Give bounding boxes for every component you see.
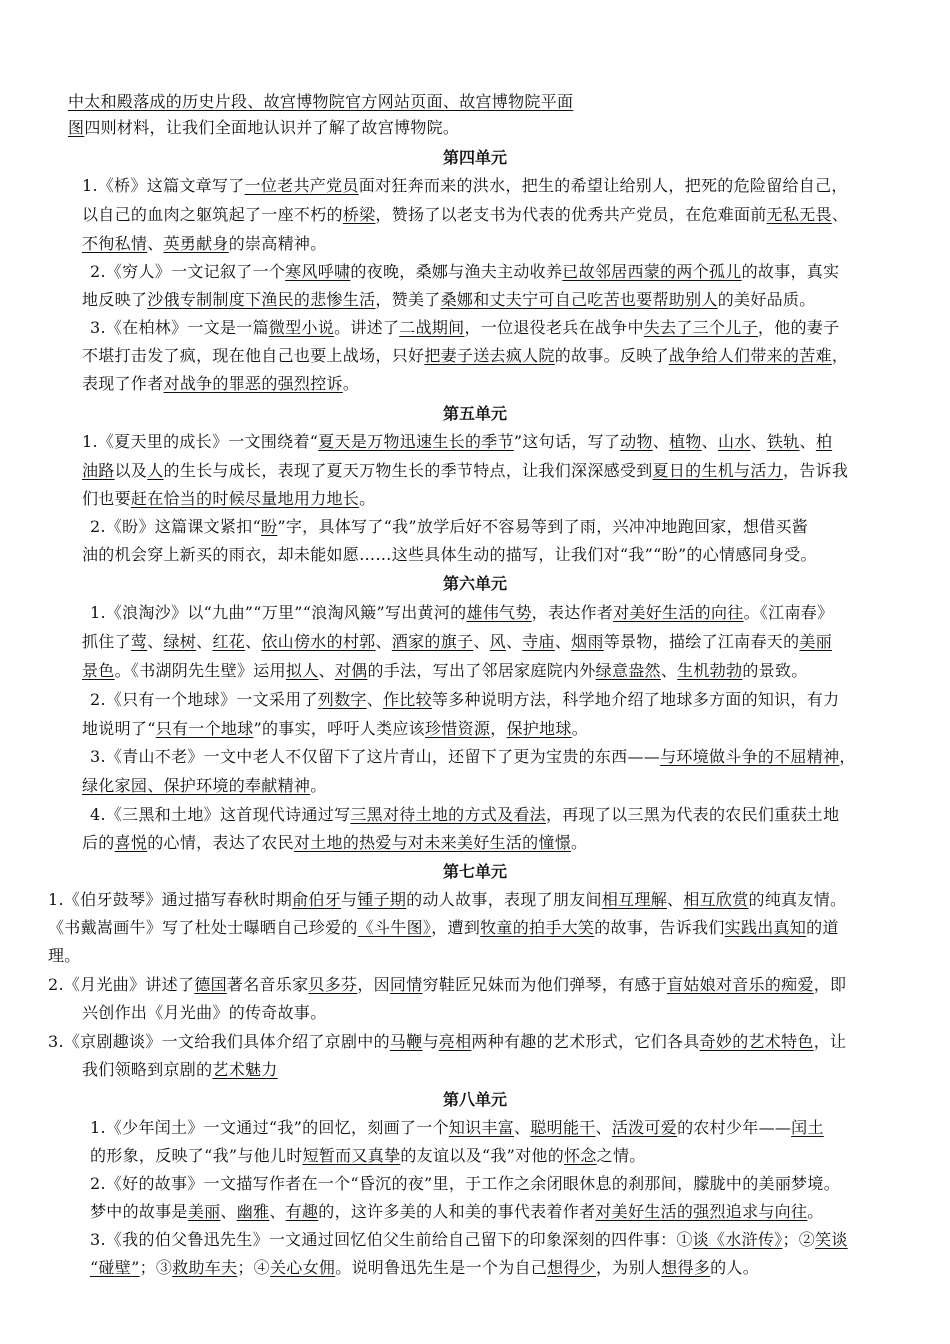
unit5-heading: 第五单元 [442,404,507,423]
unit6-p2-line2: 地说明了“只有一个地球”的事实，呼吁人类应该珍惜资源，保护地球。 [82,719,589,738]
unit6-p4-line1: 4.《三黑和土地》这首现代诗通过写三黑对待土地的方式及看法，再现了以三黑为代表的农民们重获土地 [90,805,840,824]
unit8-p2-line1: 2.《好的故事》一文描写作者在一个“昏沉的夜”里，于工作之余闭眼休息的刹那间，朦胧中的美丽梦境。 [90,1174,841,1193]
unit8-p1-line2: 的形象，反映了“我”与他儿时短暂而又真挚的友谊以及“我”对他的怀念之情。 [90,1146,646,1165]
unit8-p2-line2: 梦中的故事是美丽、幽雅、有趣的，这许多美的人和美的事代表着作者对美好生活的强烈追求与向往。 [90,1202,824,1221]
unit5-p2-line1: 2.《盼》这篇课文紧扣“盼”字，具体写了“我”放学后好不容易等到了雨，兴冲冲地跑回家，想借买酱 [90,517,809,536]
unit4-p2-line1: 2.《穷人》一文记叙了一个寒风呼啸的夜晚，桑娜与渔夫主动收养已故邻居西蒙的两个孤儿的故事，真实 [90,262,840,281]
unit4-p3-line2: 不堪打击发了疯，现在他自己也要上战场，只好把妻子送去疯人院的故事。反映了战争给人们带来的苦难， [82,346,849,365]
unit4-heading: 第四单元 [442,148,507,167]
unit7-p3-line1: 3.《京剧趣谈》一文给我们具体介绍了京剧中的马鞭与亮相两种有趣的艺术形式，它们各具奇妙的艺术特色，让 [48,1032,847,1051]
unit7-p3-line2: 我们领略到京剧的艺术魅力 [82,1060,278,1079]
intro-line-2 [68,118,459,138]
unit8-p3-line1: 3.《我的伯父鲁迅先生》一文通过回忆伯父生前给自己留下的印象深刻的四件事：①谈《水浒传》；②笑谈 [90,1230,848,1249]
unit7-p1-line1: 1.《伯牙鼓琴》通过描写春秋时期俞伯牙与锺子期的动人故事，表现了朋友间相互理解、相互欣赏的纯真友情。 [48,890,847,909]
unit8-p1-line1: 1.《少年闰土》一文通过“我”的回忆，刻画了一个知识丰富、聪明能干、活泼可爱的农村少年——闰土 [90,1118,824,1137]
unit7-heading: 第七单元 [442,862,507,881]
intro-line-1 [68,92,573,112]
unit5-p1-line3: 们也要赶在恰当的时候尽量地用力地长。 [82,489,376,508]
unit6-p2-line1: 2.《只有一个地球》一文采用了列数字、作比较等多种说明方法，科学地介绍了地球多方面的知识，有力 [90,690,840,709]
intro-text: 四则材料，让我们全面地认识并了解了故宫博物院。 [84,118,460,137]
unit7-p1-line2: 《书戴嵩画牛》写了杜处士曝晒自己珍爱的《斗牛图》，遭到牧童的拍手大笑的故事，告诉我们实践出真知的道 [48,918,839,937]
intro-underline: 中太和殿落成的历史片段、故宫博物院官方网站页面、故宫博物院平面 [68,92,574,111]
unit4-p1-line3: 不徇私情、英勇献身的崇高精神。 [82,234,327,253]
unit4-p2-line2: 地反映了沙俄专制制度下渔民的悲惨生活，赞美了桑娜和丈夫宁可自己吃苦也要帮助别人的美好品质。 [82,290,816,309]
unit8-heading: 第八单元 [442,1090,507,1109]
unit6-p1-line1: 1.《浪淘沙》以“九曲”“万里”“浪淘风簸”写出黄河的雄伟气势，表达作者对美好生活的向往。《江南春》 [90,603,834,622]
unit5-p1-line1: 1.《夏天里的成长》一文围绕着“夏天是万物迅速生长的季节”这句话，写了动物、植物、山水、铁轨、柏 [82,432,833,451]
unit6-heading: 第六单元 [442,574,507,593]
unit4-p3-line1: 3.《在柏林》一文是一篇微型小说。讲述了二战期间，一位退役老兵在战争中失去了三个儿子，他的妻子 [90,318,840,337]
unit6-p1-line3: 景色。《书湖阴先生壁》运用拟人、对偶的手法，写出了邻居家庭院内外绿意盎然、生机勃勃的景致。 [82,661,808,680]
intro-underline: 图 [68,118,85,137]
unit7-p2-line1: 2.《月光曲》讲述了德国著名音乐家贝多芬，因同情穷鞋匠兄妹而为他们弹琴，有感于盲姑娘对音乐的痴爱，即 [48,975,847,994]
unit6-p4-line2: 后的喜悦的心情，表达了农民对土地的热爱与对未来美好生活的憧憬。 [82,833,588,852]
unit7-p2-line2: 兴创作出《月光曲》的传奇故事。 [82,1003,327,1022]
unit6-p3-line1: 3.《青山不老》一文中老人不仅留下了这片青山，还留下了更为宝贵的东西——与环境做斗争的不屈精神， [90,747,856,766]
unit4-p1-line2: 以自己的血肉之躯筑起了一座不朽的桥梁，赞扬了以老支书为代表的优秀共产党员，在危难面前无私无畏、 [82,205,849,224]
unit5-p2-line2: 油的机会穿上新买的雨衣，却未能如愿……这些具体生动的描写，让我们对“我”“盼”的心情感同身受。 [82,545,817,564]
unit5-p1-line2: 油路以及人的生长与成长，表现了夏天万物生长的季节特点，让我们深深感受到夏日的生机与活力，告诉我 [82,461,849,480]
unit4-p3-line3: 表现了作者对战争的罪恶的强烈控诉。 [82,374,360,393]
unit8-p3-line2: “碰壁”；③救助车夫；④关心女佣。说明鲁迅先生是一个为自己想得少，为别人想得多的人。 [90,1258,760,1277]
unit6-p1-line2: 抓住了莺、绿树、红花、依山傍水的村郭、酒家的旗子、风、寺庙、烟雨等景物，描绘了江南春天的美丽 [82,632,832,651]
unit4-p1-line1: 1.《桥》这篇文章写了一位老共产党员面对狂奔而来的洪水，把生的希望让给别人，把死的危险留给自己， [82,176,848,195]
unit6-p3-line2: 绿化家园、保护环境的奉献精神。 [82,776,327,795]
unit7-p1-line3: 理。 [48,946,81,965]
